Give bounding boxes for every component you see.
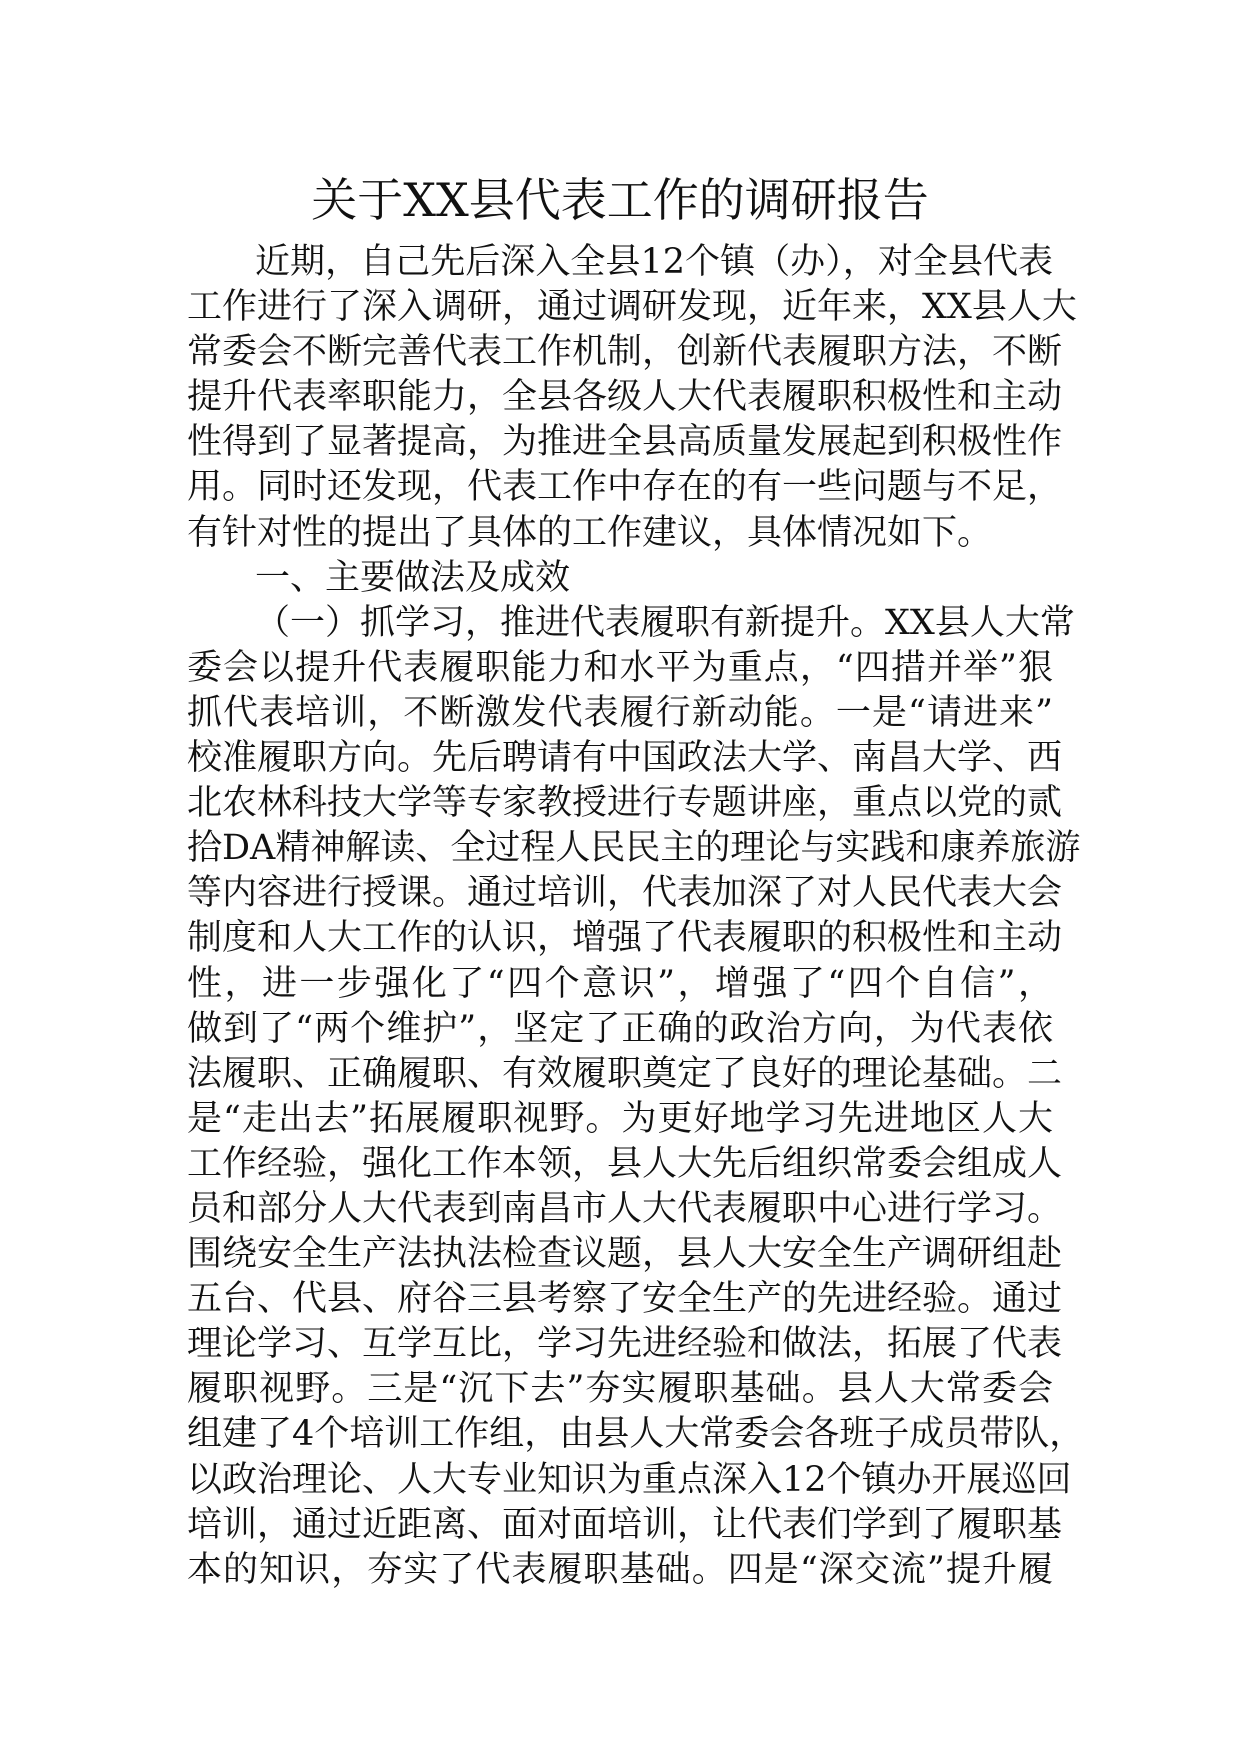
paragraph-line: 性，进一步强化了“四个意识”，增强了“四个自信”， xyxy=(187,963,1053,1004)
paragraph-line: 校准履职方向。先后聘请有中国政法大学、南昌大学、西 xyxy=(187,738,1063,779)
paragraph-line: 以政治理论、人大专业知识为重点深入12个镇办开展巡回 xyxy=(187,1459,1072,1500)
paragraph-line: （一）抓学习，推进代表履职有新提升。XX县人大常 xyxy=(255,602,1075,643)
paragraph-line: 本的知识，夯实了代表履职基础。四是“深交流”提升履 xyxy=(187,1549,1053,1590)
paragraph-line: 法履职、正确履职、有效履职奠定了良好的理论基础。二 xyxy=(187,1053,1063,1094)
paragraph-line: 用。同时还发现，代表工作中存在的有一些问题与不足， xyxy=(187,467,1063,508)
paragraph-line: 培训，通过近距离、面对面培训，让代表们学到了履职基 xyxy=(187,1504,1063,1545)
paragraph-line: 拾DA精神解读、全过程人民民主的理论与实践和康养旅游 xyxy=(187,828,1081,869)
paragraph-line: 组建了4个培训工作组，由县人大常委会各班子成员带队， xyxy=(187,1414,1085,1455)
paragraph-line: 北农林科技大学等专家教授进行专题讲座，重点以党的贰 xyxy=(187,783,1063,824)
paragraph-line: 员和部分人大代表到南昌市人大代表履职中心进行学习。 xyxy=(187,1188,1063,1229)
paragraph-line: 做到了“两个维护”，坚定了正确的政治方向，为代表依 xyxy=(187,1008,1053,1049)
paragraph-line: 性得到了显著提高，为推进全县高质量发展起到积极性作 xyxy=(187,422,1063,463)
section-heading: 一、主要做法及成效 xyxy=(255,557,571,598)
paragraph-line: 近期，自己先后深入全县12个镇（办），对全县代表 xyxy=(255,242,1053,282)
paragraph-line: 制度和人大工作的认识，增强了代表履职的积极性和主动 xyxy=(187,918,1063,959)
paragraph-line: 工作进行了深入调研，通过调研发现，近年来，XX县人大 xyxy=(187,287,1077,328)
paragraph-line: 工作经验，强化工作本领，县人大先后组织常委会组成人 xyxy=(187,1143,1063,1184)
paragraph-line: 五台、代县、府谷三县考察了安全生产的先进经验。通过 xyxy=(187,1279,1063,1320)
document-body xyxy=(187,240,1085,1593)
paragraph-line: 是“走出去”拓展履职视野。为更好地学习先进地区人大 xyxy=(187,1098,1053,1139)
paragraph-line: 履职视野。三是“沉下去”夯实履职基础。县人大常委会 xyxy=(187,1369,1053,1410)
paragraph-line: 提升代表率职能力，全县各级人大代表履职积极性和主动 xyxy=(187,377,1063,418)
paragraph-line: 委会以提升代表履职能力和水平为重点，“四措并举”狠 xyxy=(187,647,1053,688)
paragraph-line: 围绕安全生产法执法检查议题，县人大安全生产调研组赴 xyxy=(187,1234,1063,1275)
paragraph-line: 常委会不断完善代表工作机制，创新代表履职方法，不断 xyxy=(187,332,1063,373)
paragraph-line: 理论学习、互学互比，学习先进经验和做法，拓展了代表 xyxy=(187,1324,1063,1365)
paragraph-line: 等内容进行授课。通过培训，代表加深了对人民代表大会 xyxy=(187,873,1063,914)
paragraph-line: 有针对性的提出了具体的工作建议，具体情况如下。 xyxy=(187,512,993,553)
document-title: 关于XX县代表工作的调研报告 xyxy=(311,173,929,227)
paragraph-line: 抓代表培训，不断激发代表履行新动能。一是“请进来” xyxy=(187,692,1053,733)
